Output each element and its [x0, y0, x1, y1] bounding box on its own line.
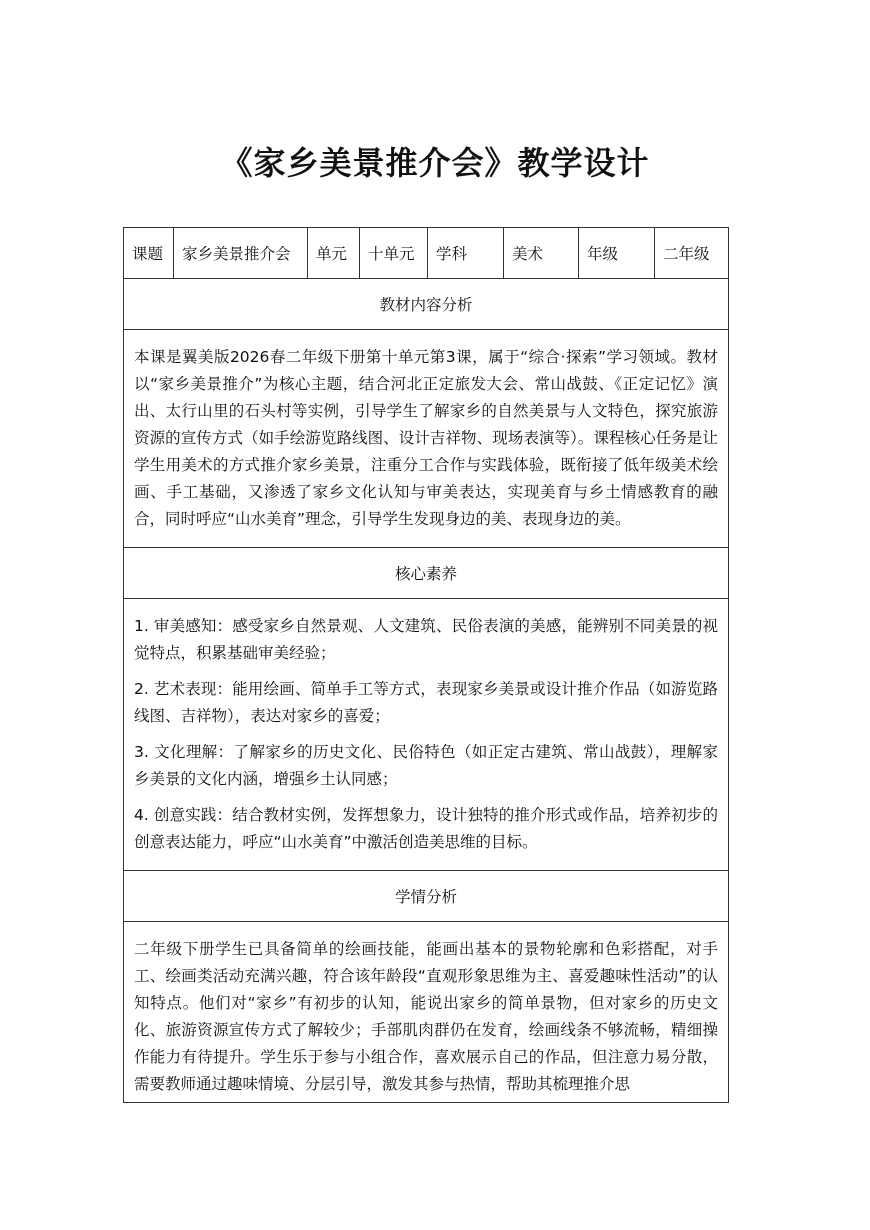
document-title: 《家乡美景推介会》教学设计 — [220, 144, 650, 182]
unit-value: 十单元 — [360, 228, 428, 279]
literacy-item: 1. 审美感知：感受家乡自然景观、人文建筑、民俗表演的美感，能辨别不同美景的视觉特点，积累基础审美经验； — [134, 617, 718, 662]
course-value: 家乡美景推介会 — [174, 228, 308, 279]
material-heading: 教材内容分析 — [124, 279, 729, 330]
course-label: 课题 — [124, 228, 174, 279]
unit-label: 单元 — [308, 228, 360, 279]
subject-label: 学科 — [428, 228, 504, 279]
students-heading: 学情分析 — [124, 871, 729, 922]
material-heading-row — [124, 279, 729, 330]
literacy-item: 3. 文化理解：了解家乡的历史文化、民俗特色（如正定古建筑、常山战鼓），理解家乡美景的文化内涵，增强乡土认同感； — [134, 743, 718, 788]
students-heading-row — [124, 871, 729, 922]
literacy-content-row — [124, 599, 729, 871]
info-row — [124, 228, 729, 279]
material-content-row — [124, 330, 729, 548]
grade-value: 二年级 — [655, 228, 729, 279]
material-text: 本课是翼美版2026春二年级下册第十单元第3课，属于“综合·探索”学习领域。教材以“家乡美景推介”为核心主题，结合河北正定旅发大会、常山战鼓、《正定记忆》演出、太行山里的石头村等实例，引导学生了解家乡的自然美景与人文特色，探究旅游资源的宣传方式（如手绘游览路线图、设计吉祥物、现场表演等）。课程核心任务是让学生用美术的方式推介家乡美景，注重分工合作与实践体验，既衔接了低年级美术绘画、手工基础，又渗透了家乡文化认知与审美表达，实现美育与乡土情感教育的融合，同时呼应“山水美育”理念，引导学生发现身边的美、表现身边的美。 — [134, 348, 718, 528]
grade-label: 年级 — [579, 228, 655, 279]
literacy-heading-row — [124, 548, 729, 599]
subject-value: 美术 — [504, 228, 579, 279]
literacy-item: 4. 创意实践：结合教材实例，发挥想象力，设计独特的推介形式或作品，培养初步的创意表达能力，呼应“山水美育”中激活创造美思维的目标。 — [134, 806, 718, 851]
literacy-heading: 核心素养 — [124, 548, 729, 599]
students-content-row — [124, 922, 729, 1103]
students-text: 二年级下册学生已具备简单的绘画技能，能画出基本的景物轮廓和色彩搭配，对手工、绘画类活动充满兴趣，符合该年龄段“直观形象思维为主、喜爱趣味性活动”的认知特点。他们对“家乡”有初步的认知，能说出家乡的简单景物，但对家乡的历史文化、旅游资源宣传方式了解较少；手部肌肉群仍在发育，绘画线条不够流畅，精细操作能力有待提升。学生乐于参与小组合作，喜欢展示自己的作品，但注意力易分散，需要教师通过趣味情境、分层引导，激发其参与热情，帮助其梳理推介思 — [134, 940, 718, 1093]
lesson-plan-table — [123, 227, 729, 1103]
literacy-item: 2. 艺术表现：能用绘画、简单手工等方式，表现家乡美景或设计推介作品（如游览路线图、吉祥物），表达对家乡的喜爱； — [134, 680, 718, 725]
